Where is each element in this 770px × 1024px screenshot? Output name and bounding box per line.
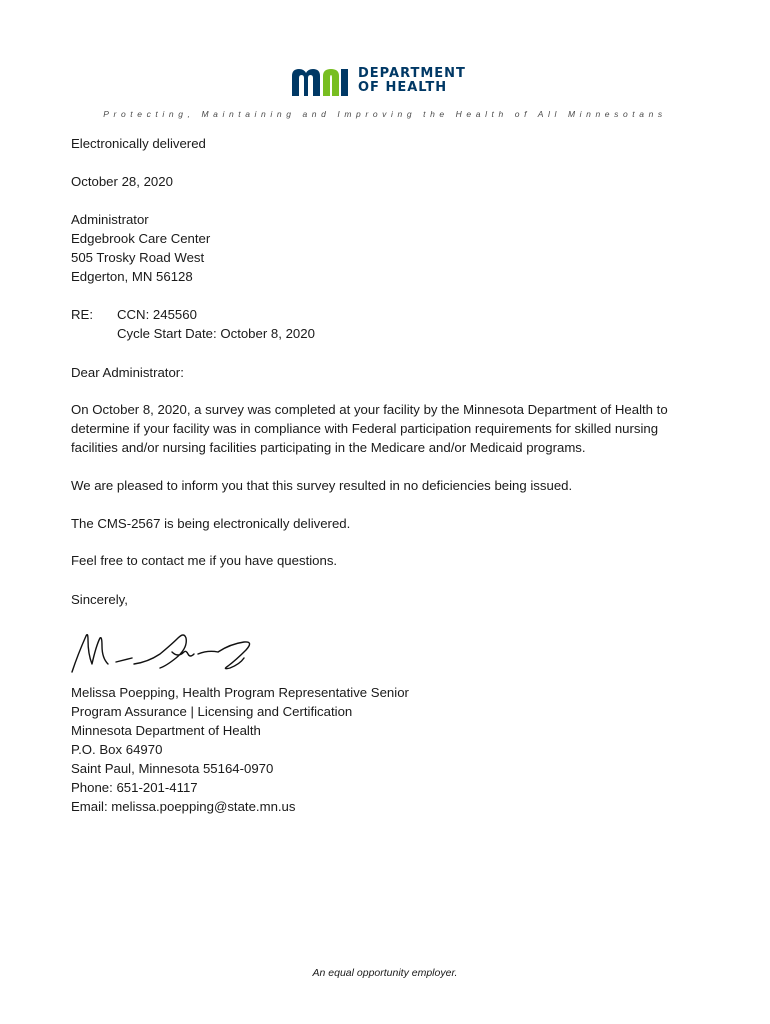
recipient-line: Edgebrook Care Center [71, 231, 211, 246]
recipient-line: 505 Trosky Road West [71, 250, 205, 265]
paragraph-contact: Feel free to contact me if you have questions. [71, 553, 338, 568]
signer-block [71, 683, 711, 816]
tagline: Protecting, Maintaining and Improving the Health of All Minnesotans [103, 109, 667, 119]
signer-division: Program Assurance | Licensing and Certification [71, 704, 353, 719]
signer-phone: Phone: 651-201-4117 [71, 780, 198, 795]
recipient-line: Administrator [71, 212, 149, 227]
paragraph-survey: On October 8, 2020, a survey was completed at your facility by the Minnesota Department of Health to determine if your facility was in compliance with Federal participation requirements for skilled nursing facilities and/or nursing facilities participating in the Medicare and/or Medicaid programs. [71, 402, 668, 455]
paragraph-result: We are pleased to inform you that this survey resulted in no deficiencies being issued. [71, 478, 573, 493]
letter-date: October 28, 2020 [71, 174, 173, 189]
re-ccn: CCN: 245560 [117, 307, 197, 322]
recipient-line: Edgerton, MN 56128 [71, 269, 193, 284]
re-cycle-date: Cycle Start Date: October 8, 2020 [117, 326, 315, 341]
signer-email: Email: melissa.poepping@state.mn.us [71, 799, 296, 814]
signer-name-title: Melissa Poepping, Health Program Representative Senior [71, 685, 409, 700]
salutation: Dear Administrator: [71, 365, 184, 380]
signer-city: Saint Paul, Minnesota 55164-0970 [71, 761, 274, 776]
logo-wordmark [358, 67, 466, 95]
mn-logo-icon [290, 66, 350, 96]
signer-po-box: P.O. Box 64970 [71, 742, 163, 757]
footer-note: An equal opportunity employer. [312, 967, 458, 979]
re-label: RE: [71, 307, 93, 322]
signer-department: Minnesota Department of Health [71, 723, 261, 738]
closing: Sincerely, [71, 592, 128, 607]
delivery-note: Electronically delivered [71, 136, 206, 151]
paragraph-cms: The CMS-2567 is being electronically delivered. [71, 516, 351, 531]
recipient-address [71, 210, 711, 286]
logo-line2: OF HEALTH [358, 80, 448, 95]
re-block [0, 305, 770, 345]
handwritten-signature [68, 624, 268, 685]
logo-line1: DEPARTMENT [358, 66, 466, 81]
mdh-logo [290, 64, 466, 98]
